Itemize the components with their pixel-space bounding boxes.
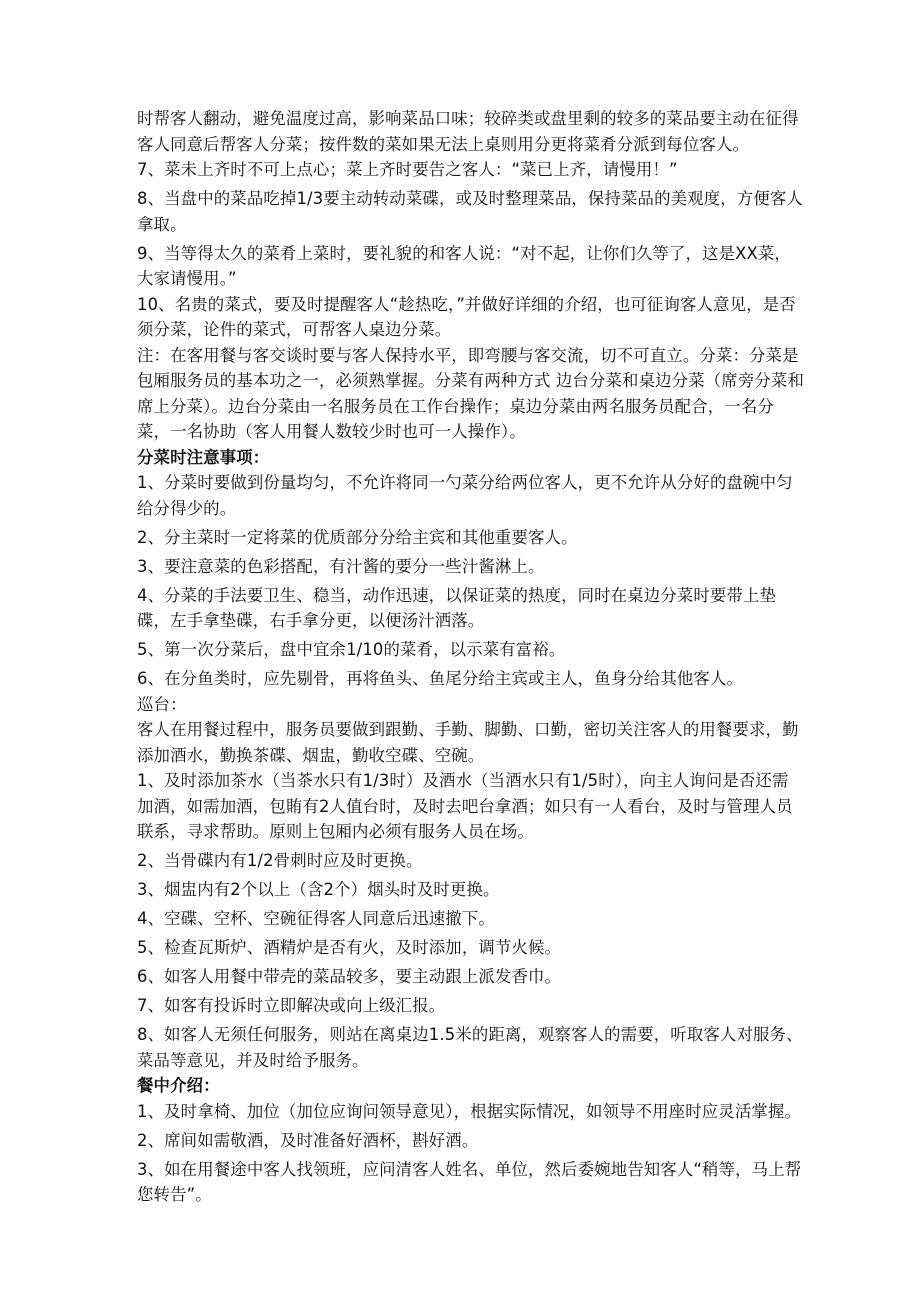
paragraph: 3、烟盅内有2个以上（含2个）烟头时及时更换。 (137, 880, 500, 899)
paragraph: 10、名贵的菜式，要及时提醒客人“趁热吃，”并做好详细的介绍，也可征询客人意见，是否须分菜，论件的菜式，可帮客人桌边分菜。 (137, 294, 796, 339)
paragraph: 1、及时拿椅、加位（加位应询问领导意见），根据实际情况，如领导不用座时应灵活掌握。 (137, 1101, 802, 1121)
paragraph: 4、空碟、空杯、空碗征得客人同意后迅速撤下。 (137, 909, 495, 928)
section-heading: 分菜时注意事项： (137, 447, 270, 467)
paragraph: 1、及时添加茶水（当茶水只有1/3时）及酒水（当酒水只有1/5时），向主人询问是否还需加酒，如需加酒，包賄有2人值台时，及时去吧台拿酒；如只有一人看台，及时与管理人员联系，寻求帮助。原则上包厢内必须有服务人员在场。 (137, 771, 793, 841)
paragraph: 3、如在用餐途中客人找领班，应问清客人姓名、单位，然后委婉地告知客人“稍等，马上帮您转告”。 (137, 1159, 802, 1204)
paragraph: 4、分菜的手法要卫生、稳当，动作迅速，以保证菜的热度，同时在桌边分菜时要带上垫碟，左手拿垫碟，右手拿分更，以便汤汁洒落。 (137, 585, 777, 630)
document-page (137, 106, 805, 1211)
paragraph: 7、如客有投诉时立即解决或向上级汇报。 (137, 996, 446, 1015)
paragraph: 时帮客人翻动，避免温度过高，影响菜品口味；较碎类或盘里剩的较多的菜品要主动在征得客人同意后帮客人分菜；按件数的菜如果无法上桌则用分更将菜肴分派到每位客人。 (137, 109, 799, 154)
paragraph: 8、如客人无须任何服务，则站在离桌边1.5米的距离，观察客人的需要，听取客人对服务、菜品等意见，并及时给予服务。 (137, 1025, 803, 1070)
section-heading: 巡台： (137, 694, 187, 714)
paragraph: 6、在分鱼类时，应先剔骨，再将鱼头、鱼尾分给主宾或主人，鱼身分给其他客人。 (137, 669, 744, 688)
paragraph: 2、当骨碟内有1/2骨刺时应及时更换。 (137, 851, 423, 870)
paragraph: 5、检查瓦斯炉、酒精炉是否有火，及时添加，调节火候。 (137, 938, 562, 957)
paragraph: 客人在用餐过程中，服务员要做到跟勤、手勤、脚勤、口勤，密切关注客人的用餐要求，勤添加酒水，勤换茶碟、烟盅，勤收空碟、空碗。 (137, 720, 799, 765)
paragraph: 2、席间如需敬酒，及时准备好酒杯，斟好酒。 (137, 1130, 479, 1150)
paragraph: 1、分菜时要做到份量均匀，不允许将同一勺菜分给两位客人，更不允许从分好的盘碗中匀给分得少的。 (137, 473, 793, 518)
paragraph: 6、如客人用餐中带壳的菜品较多，要主动跟上派发香巾。 (137, 967, 562, 986)
paragraph: 9、当等得太久的菜肴上菜时，要礼貌的和客人说：“对不起，让你们久等了，这是XX菜，大家请慢用。” (137, 243, 791, 288)
paragraph: 8、当盘中的菜品吃掉1/3要主动转动菜碟，或及时整理菜品，保持菜品的美观度，方便客人拿取。 (137, 189, 803, 234)
paragraph: 2、分主菜时一定将菜的优质部分分给主宾和其他重要客人。 (137, 527, 578, 547)
paragraph: 注：在客用餐与客交谈时要与客人保持水平，即弯腰与客交流，切不可直立。分菜：分菜是包厢服务员的基本功之一，必须熟掌握。分菜有两种方式 边台分菜和桌边分菜（席旁分菜和席上分菜）。边台分菜由一名服务员在工作台操作；桌边分菜由两名服务员配合，一名分菜，一名协助（客人用餐人数较少时也可一人操作）。 (137, 345, 804, 441)
section-heading: 餐中介绍： (137, 1076, 220, 1095)
paragraph: 5、第一次分菜后，盘中宜余1/10的菜肴，以示菜有富裕。 (137, 640, 566, 659)
paragraph: 3、要注意菜的色彩搭配，有汁酱的要分一些汁酱淋上。 (137, 556, 545, 576)
paragraph: 7、菜未上齐时不可上点心；菜上齐时要告之客人：“菜已上齐，请慢用！” (137, 160, 678, 179)
